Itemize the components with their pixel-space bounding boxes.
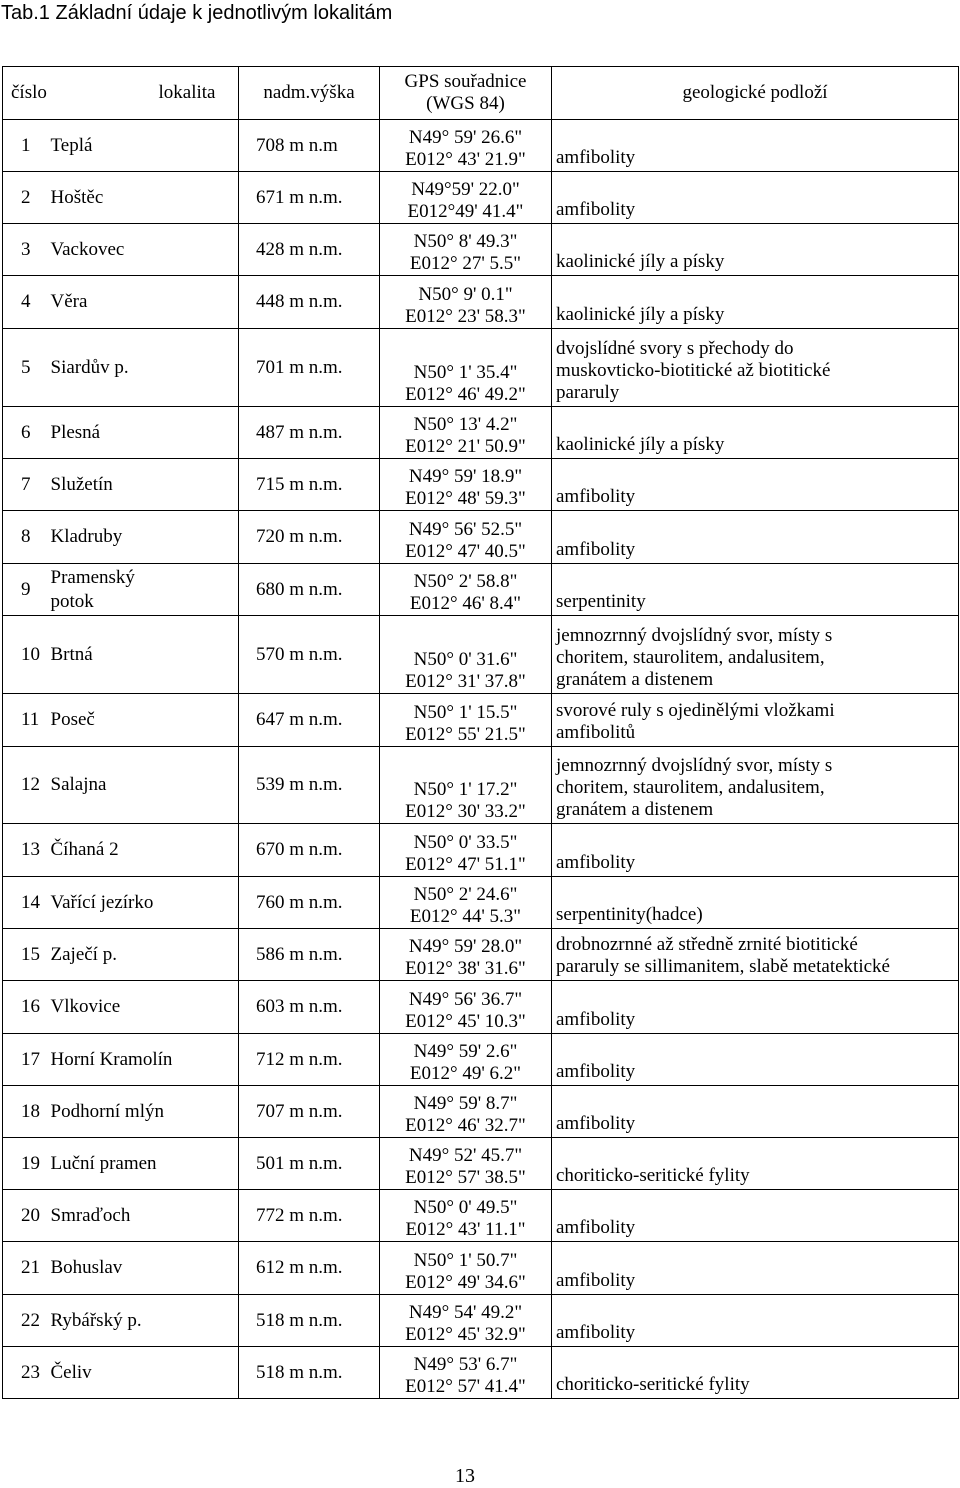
cell-gps (380, 564, 552, 616)
cell-geologicke-podlozi (552, 172, 959, 224)
cell-nadm-vyska: 518 m n.m. (239, 1295, 380, 1347)
cell-gps (380, 172, 552, 224)
cell-geologicke-podlozi (552, 1242, 959, 1295)
cell-nadm-vyska: 448 m n.m. (239, 276, 380, 329)
gps-latitude: N49° 54' 49.2" (408, 1302, 523, 1323)
cell-nadm-vyska: 712 m n.m. (239, 1034, 380, 1086)
table-row (3, 172, 959, 224)
geo-line: granátem a distenem (556, 799, 714, 820)
cell-nadm-vyska: 701 m n.m. (239, 329, 380, 407)
page-number: 13 (455, 1465, 475, 1487)
table-body (3, 67, 959, 1399)
cell-cislo: 9 (3, 564, 47, 616)
cell-geologicke-podlozi (552, 1086, 959, 1138)
geo-line: kaolinické jíly a písky (556, 251, 725, 272)
cell-gps (380, 459, 552, 511)
geo-line: muskovticko-biotitické až biotitické (556, 360, 831, 381)
cell-gps (380, 1347, 552, 1399)
geo-line: granátem a distenem (556, 669, 714, 690)
header-nadm-vyska: nadm.výška (239, 67, 380, 120)
cell-nadm-vyska: 603 m n.m. (239, 981, 380, 1034)
gps-longitude: E012° 30' 33.2" (405, 801, 526, 822)
header-gps-line2: (WGS 84) (426, 93, 505, 114)
cell-gps (380, 511, 552, 564)
cell-cislo: 3 (3, 224, 47, 276)
cell-geologicke-podlozi (552, 120, 959, 172)
cell-cislo: 18 (3, 1086, 47, 1138)
cell-geologicke-podlozi (552, 407, 959, 459)
table-row (3, 694, 959, 747)
header-gps-line1: GPS souřadnice (404, 71, 527, 92)
cell-lokalita: Služetín (47, 459, 239, 511)
gps-longitude: E012° 21' 50.9" (405, 436, 526, 457)
cell-nadm-vyska: 671 m n.m. (239, 172, 380, 224)
table-row (3, 1138, 959, 1190)
cell-lokalita: Vackovec (47, 224, 239, 276)
gps-latitude: N50° 9' 0.1" (418, 284, 513, 305)
cell-gps (380, 224, 552, 276)
cell-lokalita: Teplá (47, 120, 239, 172)
cell-gps (380, 694, 552, 747)
cell-gps (380, 407, 552, 459)
gps-latitude: N49° 59' 2.6" (413, 1041, 518, 1062)
gps-longitude: E012° 45' 10.3" (405, 1011, 526, 1032)
geo-line: amfibolity (556, 1009, 636, 1030)
gps-longitude: E012° 46' 49.2" (405, 384, 526, 405)
table-row (3, 1295, 959, 1347)
header-cislo: číslo (3, 67, 47, 120)
geo-line: svorové ruly s ojedinělými vložkami (556, 700, 835, 721)
cell-geologicke-podlozi (552, 276, 959, 329)
cell-cislo: 1 (3, 120, 47, 172)
cell-geologicke-podlozi (552, 1138, 959, 1190)
geo-line: jemnozrnný dvojslídný svor, místy s (556, 625, 833, 646)
gps-latitude: N50° 8' 49.3" (413, 231, 518, 252)
table-row (3, 276, 959, 329)
cell-geologicke-podlozi (552, 511, 959, 564)
geo-line: amfibolitů (556, 722, 636, 743)
gps-latitude: N50° 0' 31.6" (413, 649, 518, 670)
gps-latitude: N49°59' 22.0" (411, 179, 520, 200)
cell-cislo: 11 (3, 694, 47, 747)
gps-latitude: N50° 13' 4.2" (413, 414, 518, 435)
geo-line: amfibolity (556, 147, 636, 168)
geo-line: amfibolity (556, 1217, 636, 1238)
table-row (3, 224, 959, 276)
gps-latitude: N49° 59' 18.9" (408, 466, 523, 487)
cell-lokalita: Číhaná 2 (47, 824, 239, 877)
gps-longitude: E012° 57' 41.4" (405, 1376, 526, 1397)
cell-cislo: 2 (3, 172, 47, 224)
cell-lokalita: Luční pramen (47, 1138, 239, 1190)
geo-line: pararuly (556, 382, 620, 403)
geo-line: choritem, staurolitem, andalusitem, (556, 647, 825, 668)
table-row (3, 981, 959, 1034)
cell-lokalita (47, 564, 239, 616)
cell-lokalita-line1: Pramenský (50, 566, 135, 588)
cell-lokalita: Plesná (47, 407, 239, 459)
cell-lokalita: Vlkovice (47, 981, 239, 1034)
geo-line: amfibolity (556, 852, 636, 873)
cell-nadm-vyska: 707 m n.m. (239, 1086, 380, 1138)
gps-latitude: N50° 1' 50.7" (413, 1250, 518, 1271)
cell-lokalita: Čeliv (47, 1347, 239, 1399)
cell-lokalita: Poseč (47, 694, 239, 747)
cell-nadm-vyska: 570 m n.m. (239, 616, 380, 694)
cell-geologicke-podlozi (552, 824, 959, 877)
table-caption: Tab.1 Základní údaje k jednotlivým lokalitám (1, 2, 393, 24)
cell-nadm-vyska: 586 m n.m. (239, 929, 380, 981)
cell-lokalita: Salajna (47, 747, 239, 824)
geo-line: choritem, staurolitem, andalusitem, (556, 777, 825, 798)
table-row (3, 929, 959, 981)
cell-lokalita: Rybářský p. (47, 1295, 239, 1347)
cell-geologicke-podlozi (552, 616, 959, 694)
cell-cislo: 20 (3, 1190, 47, 1242)
cell-cislo: 13 (3, 824, 47, 877)
cell-cislo: 6 (3, 407, 47, 459)
cell-cislo: 19 (3, 1138, 47, 1190)
cell-lokalita: Zaječí p. (47, 929, 239, 981)
gps-longitude: E012° 45' 32.9" (405, 1324, 526, 1345)
geo-line: amfibolity (556, 199, 636, 220)
gps-longitude: E012° 46' 32.7" (405, 1115, 526, 1136)
cell-lokalita: Horní Kramolín (47, 1034, 239, 1086)
geo-line: drobnozrnné až středně zrnité biotitické (556, 934, 858, 955)
cell-gps (380, 877, 552, 929)
cell-nadm-vyska: 539 m n.m. (239, 747, 380, 824)
geo-line: amfibolity (556, 1113, 636, 1134)
gps-latitude: N49° 56' 52.5" (408, 519, 523, 540)
gps-longitude: E012° 43' 21.9" (405, 149, 526, 170)
cell-gps (380, 1190, 552, 1242)
gps-latitude: N49° 59' 28.0" (408, 936, 523, 957)
table-row (3, 1347, 959, 1399)
cell-nadm-vyska: 487 m n.m. (239, 407, 380, 459)
gps-longitude: E012° 23' 58.3" (405, 306, 526, 327)
table-row (3, 511, 959, 564)
cell-cislo: 5 (3, 329, 47, 407)
cell-geologicke-podlozi (552, 1295, 959, 1347)
cell-gps (380, 1242, 552, 1295)
cell-cislo: 16 (3, 981, 47, 1034)
cell-gps (380, 276, 552, 329)
cell-cislo: 14 (3, 877, 47, 929)
cell-gps (380, 1295, 552, 1347)
cell-cislo: 15 (3, 929, 47, 981)
gps-longitude: E012° 47' 40.5" (405, 541, 526, 562)
gps-latitude: N50° 0' 33.5" (413, 832, 518, 853)
cell-gps (380, 1034, 552, 1086)
cell-geologicke-podlozi (552, 459, 959, 511)
gps-latitude: N50° 1' 35.4" (413, 362, 518, 383)
cell-cislo: 8 (3, 511, 47, 564)
gps-latitude: N50° 2' 58.8" (413, 571, 518, 592)
gps-longitude: E012° 55' 21.5" (405, 724, 526, 745)
gps-latitude: N49° 59' 8.7" (413, 1093, 518, 1114)
table-row (3, 459, 959, 511)
header-geologicke-podlozi: geologické podloží (552, 67, 959, 120)
gps-latitude: N49° 59' 26.6" (408, 127, 523, 148)
cell-gps (380, 616, 552, 694)
cell-nadm-vyska: 715 m n.m. (239, 459, 380, 511)
cell-lokalita: Věra (47, 276, 239, 329)
gps-longitude: E012° 27' 5.5" (409, 253, 522, 274)
table-row (3, 747, 959, 824)
table-row (3, 824, 959, 877)
geo-line: pararuly se sillimanitem, slabě metatektické (556, 956, 890, 977)
cell-lokalita: Podhorní mlýn (47, 1086, 239, 1138)
gps-longitude: E012° 46' 8.4" (409, 593, 522, 614)
cell-geologicke-podlozi (552, 224, 959, 276)
cell-gps (380, 824, 552, 877)
gps-longitude: E012° 31' 37.8" (405, 671, 526, 692)
cell-nadm-vyska: 501 m n.m. (239, 1138, 380, 1190)
cell-gps (380, 1138, 552, 1190)
geo-line: choriticko-seritické fylity (556, 1165, 750, 1186)
table-row (3, 1086, 959, 1138)
cell-cislo: 4 (3, 276, 47, 329)
cell-gps (380, 747, 552, 824)
geo-line: kaolinické jíly a písky (556, 434, 725, 455)
geo-line: amfibolity (556, 1061, 636, 1082)
cell-geologicke-podlozi (552, 929, 959, 981)
cell-cislo: 23 (3, 1347, 47, 1399)
gps-longitude: E012° 38' 31.6" (405, 958, 526, 979)
geo-line: amfibolity (556, 1322, 636, 1343)
gps-latitude: N50° 1' 15.5" (413, 702, 518, 723)
cell-geologicke-podlozi (552, 747, 959, 824)
table-row (3, 1190, 959, 1242)
gps-longitude: E012° 47' 51.1" (405, 854, 526, 875)
cell-nadm-vyska: 647 m n.m. (239, 694, 380, 747)
geo-line: kaolinické jíly a písky (556, 304, 725, 325)
gps-latitude: N49° 56' 36.7" (408, 989, 523, 1010)
cell-gps (380, 981, 552, 1034)
cell-geologicke-podlozi (552, 877, 959, 929)
table-row (3, 877, 959, 929)
cell-geologicke-podlozi (552, 981, 959, 1034)
table-row (3, 120, 959, 172)
cell-nadm-vyska: 720 m n.m. (239, 511, 380, 564)
cell-lokalita: Smraďoch (47, 1190, 239, 1242)
table-row (3, 407, 959, 459)
cell-nadm-vyska: 680 m n.m. (239, 564, 380, 616)
geo-line: jemnozrnný dvojslídný svor, místy s (556, 755, 833, 776)
cell-nadm-vyska: 612 m n.m. (239, 1242, 380, 1295)
gps-latitude: N50° 1' 17.2" (413, 779, 518, 800)
cell-nadm-vyska: 772 m n.m. (239, 1190, 380, 1242)
cell-lokalita: Hoštěc (47, 172, 239, 224)
gps-latitude: N50° 0' 49.5" (413, 1197, 518, 1218)
cell-cislo: 22 (3, 1295, 47, 1347)
geo-line: choriticko-seritické fylity (556, 1374, 750, 1395)
localities-table (2, 66, 959, 1399)
gps-latitude: N49° 52' 45.7" (408, 1145, 523, 1166)
gps-longitude: E012° 57' 38.5" (405, 1167, 526, 1188)
gps-longitude: E012°49' 41.4" (407, 201, 524, 222)
cell-gps (380, 329, 552, 407)
cell-lokalita: Bohuslav (47, 1242, 239, 1295)
table-row (3, 329, 959, 407)
cell-geologicke-podlozi (552, 1190, 959, 1242)
table-row (3, 1242, 959, 1295)
cell-lokalita: Kladruby (47, 511, 239, 564)
cell-lokalita: Brtná (47, 616, 239, 694)
table-row (3, 564, 959, 616)
gps-longitude: E012° 49' 6.2" (409, 1063, 522, 1084)
cell-nadm-vyska: 708 m n.m (239, 120, 380, 172)
cell-nadm-vyska: 760 m n.m. (239, 877, 380, 929)
cell-gps (380, 929, 552, 981)
cell-lokalita-line2: potok (50, 590, 94, 612)
gps-longitude: E012° 48' 59.3" (405, 488, 526, 509)
cell-geologicke-podlozi (552, 1347, 959, 1399)
cell-nadm-vyska: 518 m n.m. (239, 1347, 380, 1399)
geo-line: dvojslídné svory s přechody do (556, 338, 794, 359)
gps-longitude: E012° 44' 5.3" (409, 906, 522, 927)
cell-cislo: 17 (3, 1034, 47, 1086)
cell-geologicke-podlozi (552, 564, 959, 616)
cell-cislo: 10 (3, 616, 47, 694)
cell-geologicke-podlozi (552, 1034, 959, 1086)
cell-gps (380, 120, 552, 172)
gps-latitude: N50° 2' 24.6" (413, 884, 518, 905)
cell-cislo: 21 (3, 1242, 47, 1295)
cell-cislo: 7 (3, 459, 47, 511)
gps-latitude: N49° 53' 6.7" (413, 1354, 518, 1375)
header-gps (380, 67, 552, 120)
geo-line: serpentinity (556, 591, 646, 612)
gps-longitude: E012° 43' 11.1" (405, 1219, 526, 1240)
cell-nadm-vyska: 428 m n.m. (239, 224, 380, 276)
gps-longitude: E012° 49' 34.6" (405, 1272, 526, 1293)
header-lokalita: lokalita (47, 67, 239, 120)
table-row (3, 616, 959, 694)
header-row (3, 67, 959, 120)
cell-geologicke-podlozi (552, 329, 959, 407)
table-row (3, 1034, 959, 1086)
cell-lokalita: Siardův p. (47, 329, 239, 407)
geo-line: serpentinity(hadce) (556, 904, 703, 925)
geo-line: amfibolity (556, 539, 636, 560)
cell-lokalita: Vařící jezírko (47, 877, 239, 929)
cell-geologicke-podlozi (552, 694, 959, 747)
geo-line: amfibolity (556, 1270, 636, 1291)
cell-cislo: 12 (3, 747, 47, 824)
cell-nadm-vyska: 670 m n.m. (239, 824, 380, 877)
cell-gps (380, 1086, 552, 1138)
geo-line: amfibolity (556, 486, 636, 507)
